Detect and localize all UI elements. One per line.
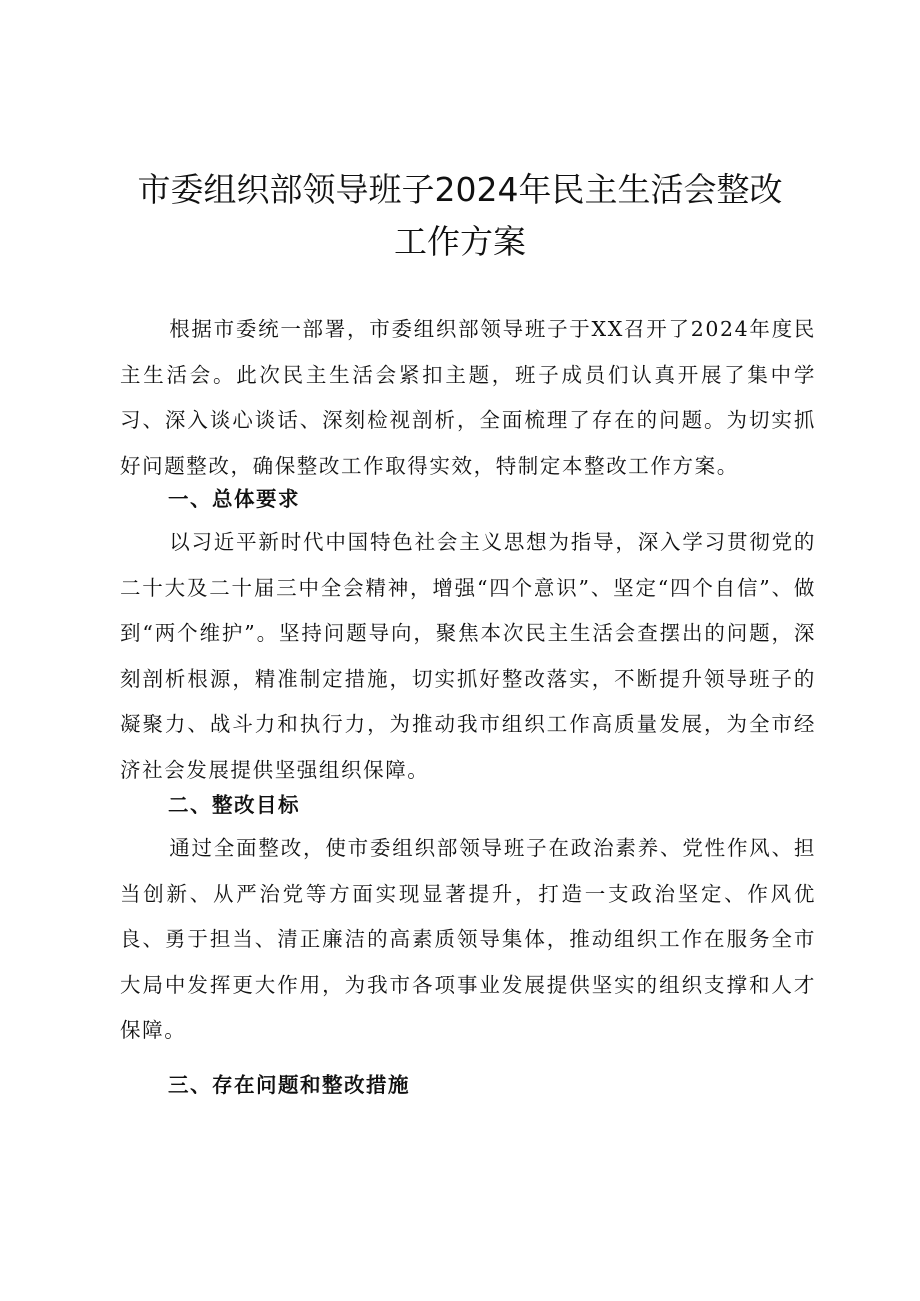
intro-paragraph: 根据市委统一部署，市委组织部领导班子于XX召开了2024年度民主生活会。此次民主生活会紧扣主题，班子成员们认真开展了集中学习、深入谈心谈话、深刻检视剖析，全面梳理了存在的问题。为切实抓好问题整改，确保整改工作取得实效，特制定本整改工作方案。	[120, 317, 816, 478]
section-heading-problems-and-measures: 三、存在问题和整改措施	[168, 1073, 410, 1097]
section-heading-general-requirements: 一、总体要求	[168, 487, 300, 511]
document-title-line-1: 市委组织部领导班子2024年民主生活会整改	[137, 170, 783, 209]
document-title-line-2: 工作方案	[394, 222, 526, 261]
section-body-rectification-goals: 通过全面整改，使市委组织部领导班子在政治素养、党性作风、担当创新、从严治党等方面实现显著提升，打造一支政治坚定、作风优良、勇于担当、清正廉洁的高素质领导集体，推动组织工作在服务全市大局中发挥更大作用，为我市各项事业发展提供坚实的组织支撑和人才保障。	[120, 836, 816, 1042]
section-heading-rectification-goals: 二、整改目标	[168, 793, 300, 817]
section-body-general-requirements: 以习近平新时代中国特色社会主义思想为指导，深入学习贯彻党的二十大及二十届三中全会精神，增强“四个意识”、坚定“四个自信”、做到“两个维护”。坚持问题导向，聚焦本次民主生活会查摆出的问题，深刻剖析根源，精准制定措施，切实抓好整改落实，不断提升领导班子的凝聚力、战斗力和执行力，为推动我市组织工作高质量发展，为全市经济社会发展提供坚强组织保障。	[120, 530, 816, 782]
